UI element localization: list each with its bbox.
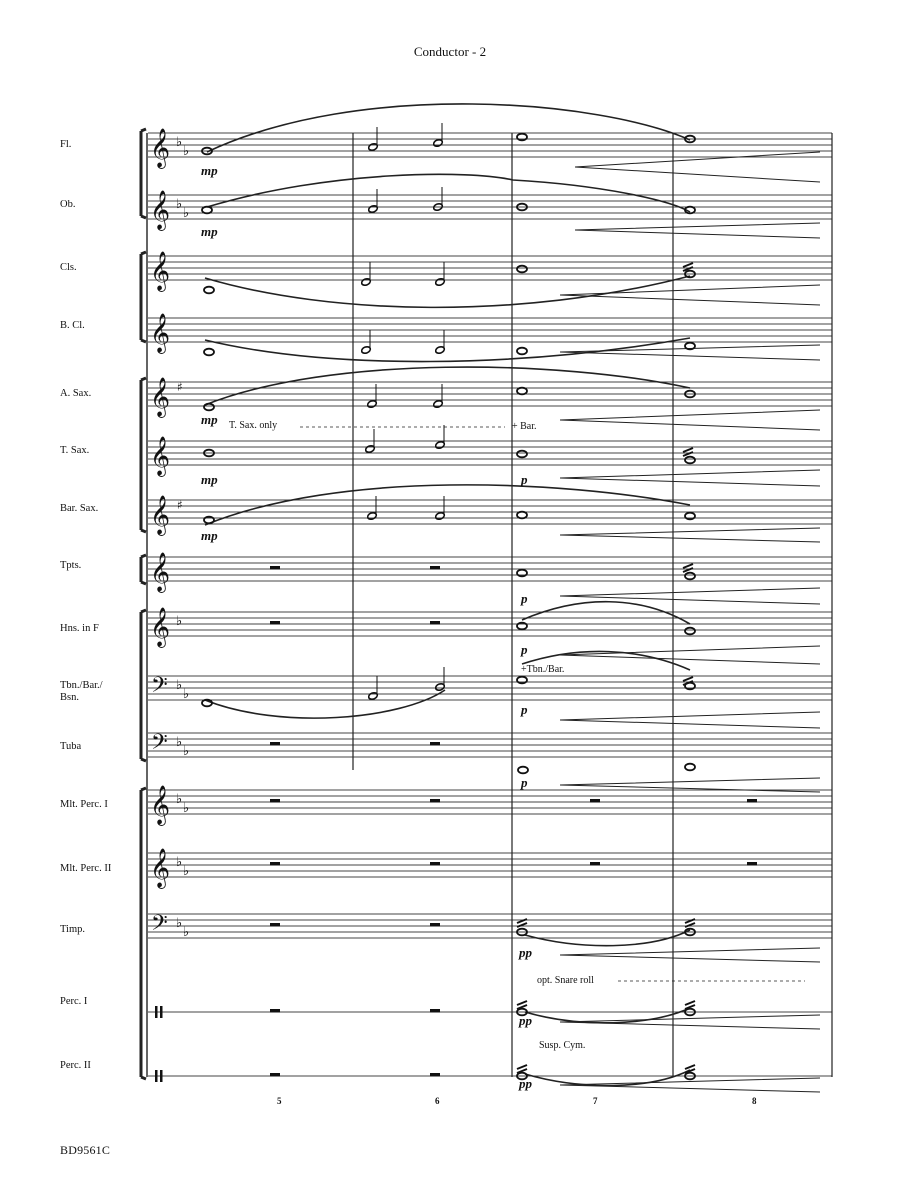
whole-note — [517, 512, 527, 519]
whole-rest — [430, 742, 440, 746]
measure-number: 6 — [435, 1096, 440, 1106]
whole-note — [517, 451, 527, 458]
instrument-label: B. Cl. — [60, 320, 85, 331]
bracket-saxophones — [141, 378, 146, 532]
percussion-clef — [155, 1070, 158, 1082]
whole-note — [517, 348, 527, 355]
bass-clef: 𝄢 — [151, 911, 168, 941]
staff — [148, 133, 832, 157]
instrument-label: Mlt. Perc. I — [60, 799, 108, 810]
treble-clef: 𝄞 — [150, 848, 171, 888]
flat-sign: ♭ — [176, 792, 183, 807]
bracket-percussion — [141, 788, 146, 1079]
staff — [148, 914, 832, 938]
whole-rest — [270, 621, 280, 625]
whole-rest — [747, 799, 757, 803]
flat-sign: ♭ — [183, 864, 190, 879]
whole-rest — [430, 862, 440, 866]
treble-clef: 𝄞 — [150, 190, 171, 230]
bracket-woodwinds — [141, 129, 146, 218]
measure-number: 8 — [752, 1096, 757, 1106]
flat-sign: ♭ — [183, 744, 190, 759]
measure-number: 7 — [593, 1096, 598, 1106]
dynamic-mp: mp — [201, 472, 218, 487]
whole-note — [202, 207, 212, 214]
annotation-susp-cym: Susp. Cym. — [539, 1040, 586, 1051]
dynamic-pp: pp — [519, 1013, 532, 1028]
treble-clef: 𝄞 — [150, 128, 171, 168]
instrument-label: Ob. — [60, 199, 76, 210]
treble-clef: 𝄞 — [150, 436, 171, 476]
staff — [148, 733, 832, 757]
whole-note — [685, 764, 695, 771]
whole-rest — [430, 566, 440, 570]
annotation-opt-snare-roll: opt. Snare roll — [537, 975, 594, 986]
whole-rest — [270, 799, 280, 803]
instrument-label: Tbn./Bar./ Bsn. — [60, 680, 103, 703]
treble-clef: 𝄞 — [150, 251, 171, 291]
tremolo-mark — [517, 1065, 527, 1073]
dynamic-p: p — [521, 642, 528, 657]
sharp-sign: ♯ — [177, 380, 183, 394]
bass-clef: 𝄢 — [151, 730, 168, 760]
measure-number: 5 — [277, 1096, 282, 1106]
whole-rest — [430, 1009, 440, 1013]
whole-note — [204, 404, 214, 411]
treble-clef: 𝄞 — [150, 495, 171, 535]
whole-rest — [430, 1073, 440, 1077]
whole-rest — [430, 621, 440, 625]
whole-rest — [270, 1073, 280, 1077]
hairpins — [560, 152, 820, 1092]
percussion-clef — [155, 1006, 158, 1018]
whole-rest — [270, 923, 280, 927]
dynamic-p: p — [521, 591, 528, 606]
whole-note — [685, 457, 695, 464]
staff — [148, 382, 832, 406]
dynamic-p: p — [521, 702, 528, 717]
instrument-label: T. Sax. — [60, 445, 90, 456]
dynamic-mp: mp — [201, 412, 218, 427]
dynamic-pp: pp — [519, 1076, 532, 1091]
staff — [148, 256, 832, 280]
treble-clef: 𝄞 — [150, 552, 171, 592]
whole-rest — [270, 742, 280, 746]
instrument-label: Tuba — [60, 741, 82, 752]
tremolo-mark — [683, 263, 693, 271]
whole-rest — [430, 923, 440, 927]
whole-note — [517, 388, 527, 395]
whole-rest — [590, 799, 600, 803]
whole-note — [685, 573, 695, 580]
instrument-label: Timp. — [60, 924, 86, 935]
flat-sign: ♭ — [176, 135, 183, 150]
whole-note — [685, 628, 695, 635]
flat-sign: ♭ — [176, 735, 183, 750]
annotation-plus-bar: + Bar. — [512, 421, 537, 432]
tremolo-mark — [683, 677, 693, 685]
flat-sign: ♭ — [176, 855, 183, 870]
whole-note — [204, 349, 214, 356]
flat-sign: ♭ — [176, 614, 183, 629]
flat-sign: ♭ — [183, 925, 190, 940]
whole-rest — [747, 862, 757, 866]
instrument-label: Bar. Sax. — [60, 503, 99, 514]
tremolo-mark — [685, 1065, 695, 1073]
flat-sign: ♭ — [183, 144, 190, 159]
staff — [148, 790, 832, 814]
whole-rest — [270, 862, 280, 866]
measure-barlines — [353, 133, 832, 1077]
tremolo-mark — [517, 1001, 527, 1009]
flat-sign: ♭ — [183, 801, 190, 816]
whole-note — [204, 287, 214, 294]
instrument-label: Cls. — [60, 262, 77, 273]
dynamic-p: p — [521, 775, 528, 790]
staff — [148, 853, 832, 877]
treble-clef: 𝄞 — [150, 607, 171, 647]
bracket-clarinets — [141, 252, 146, 342]
whole-note — [518, 767, 528, 774]
instrument-label: Perc. I — [60, 996, 88, 1007]
staff — [148, 318, 832, 342]
tremolo-mark — [683, 564, 693, 572]
tremolo-mark — [685, 1001, 695, 1009]
page-title: Conductor - 2 — [413, 44, 487, 59]
instrument-label: A. Sax. — [60, 388, 92, 399]
bass-clef: 𝄢 — [151, 673, 168, 703]
bracket-low-brass — [141, 610, 146, 761]
staff — [148, 612, 832, 636]
flat-sign: ♭ — [176, 678, 183, 693]
bracket-trumpets — [141, 555, 146, 584]
instrument-label: Tpts. — [60, 560, 82, 571]
whole-rest — [270, 566, 280, 570]
dynamic-mp: mp — [201, 528, 218, 543]
instrument-label: Hns. in F — [60, 623, 99, 634]
instrument-label: Perc. II — [60, 1060, 91, 1071]
treble-clef: 𝄞 — [150, 313, 171, 353]
tremolo-mark — [683, 448, 693, 456]
instrument-label: Mlt. Perc. II — [60, 863, 112, 874]
treble-clef: 𝄞 — [150, 377, 171, 417]
whole-rest — [430, 799, 440, 803]
dynamic-mp: mp — [201, 224, 218, 239]
annotation-plus-tbn-bar: +Tbn./Bar. — [521, 664, 565, 675]
flat-sign: ♭ — [176, 197, 183, 212]
instrument-label: Fl. — [60, 139, 72, 150]
flat-sign: ♭ — [183, 206, 190, 221]
dynamic-p: p — [521, 472, 528, 487]
staff — [148, 195, 832, 219]
dynamic-mp: mp — [201, 163, 218, 178]
staff — [148, 500, 832, 524]
staff — [148, 557, 832, 581]
whole-rest — [590, 862, 600, 866]
staff — [148, 676, 832, 700]
sharp-sign: ♯ — [177, 498, 183, 512]
dynamic-pp: pp — [519, 945, 532, 960]
staff — [148, 441, 832, 465]
flat-sign: ♭ — [176, 916, 183, 931]
annotation-t-sax-only: T. Sax. only — [229, 420, 278, 431]
whole-note — [517, 266, 527, 273]
whole-rest — [270, 1009, 280, 1013]
treble-clef: 𝄞 — [150, 785, 171, 825]
catalog-number: BD9561C — [60, 1143, 111, 1157]
flat-sign: ♭ — [183, 687, 190, 702]
